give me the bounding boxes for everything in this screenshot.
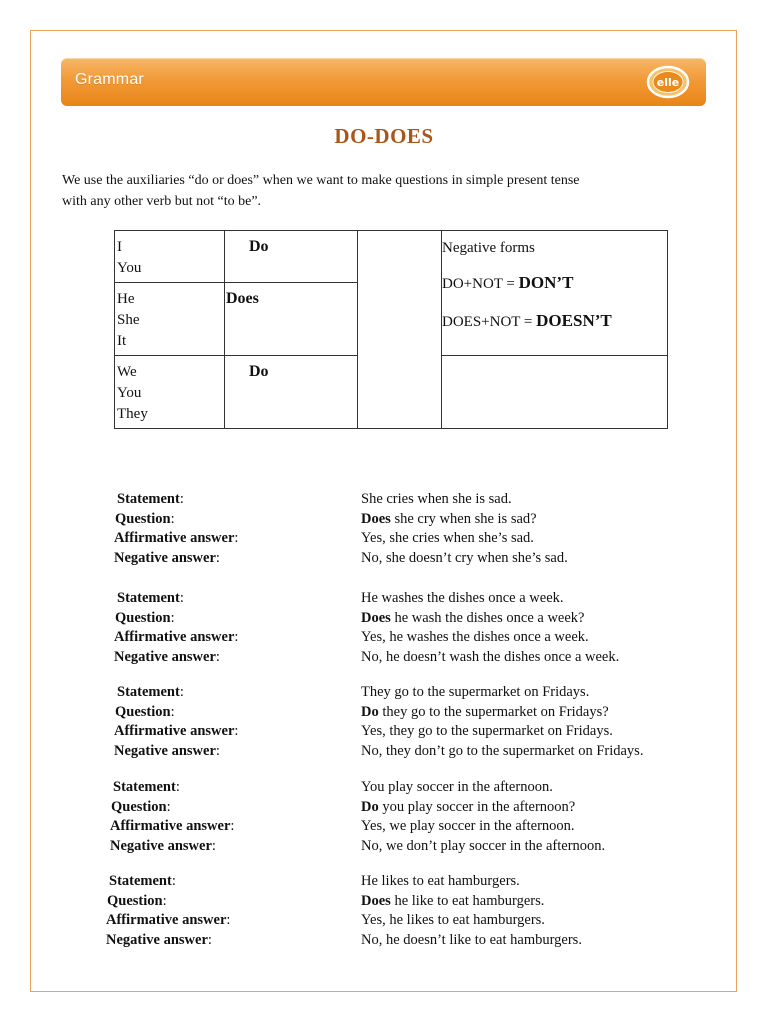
intro-line-2: with any other verb but not “to be”. xyxy=(62,194,262,209)
affirmative-answer-sentence: Yes, we play soccer in the afternoon. xyxy=(361,818,575,834)
empty-cell xyxy=(442,356,668,429)
statement-sentence: He likes to eat hamburgers. xyxy=(361,873,520,889)
question-label: Question: xyxy=(115,703,175,720)
statement-sentence: They go to the supermarket on Fridays. xyxy=(361,684,590,700)
affirmative-answer-sentence: Yes, he likes to eat hamburgers. xyxy=(361,912,545,928)
question-auxiliary: Do xyxy=(361,798,379,815)
auxiliary-verb: Does xyxy=(226,290,259,307)
statement-label: Statement: xyxy=(117,590,184,606)
question-label: Question: xyxy=(115,609,175,626)
pronoun: They xyxy=(117,406,148,422)
statement-sentence: She cries when she is sad. xyxy=(361,491,512,507)
negative-answer-label: Negative answer: xyxy=(114,549,220,566)
negative-answer-label: Negative answer: xyxy=(110,837,216,854)
affirmative-answer-label: Affirmative answer: xyxy=(114,530,239,546)
pronoun-cell-1 xyxy=(115,231,225,283)
negative-forms-heading: Negative forms xyxy=(442,240,535,256)
intro-line-1: We use the auxiliaries “do or does” when we want to make questions in simple present tense xyxy=(62,173,580,188)
question-auxiliary: Does xyxy=(361,609,391,626)
negative-answer-label: Negative answer: xyxy=(106,931,212,948)
question-label: Question: xyxy=(107,892,167,909)
blank-column xyxy=(358,231,442,429)
question-sentence: Does she cry when she is sad? xyxy=(361,510,537,527)
statement-sentence: He washes the dishes once a week. xyxy=(361,590,564,606)
question-auxiliary: Does xyxy=(361,510,391,527)
pronoun: I xyxy=(117,239,122,255)
intro-paragraph xyxy=(62,170,702,212)
negative-answer-sentence: No, they don’t go to the supermarket on Fridays. xyxy=(361,742,644,759)
negative-answer-label: Negative answer: xyxy=(114,648,220,665)
auxiliary-verb: Do xyxy=(249,238,269,255)
svg-text:elle: elle xyxy=(656,76,680,89)
pronoun: You xyxy=(117,260,142,276)
negative-form-dont: DO+NOT = DON’T xyxy=(442,273,574,292)
banner-title: Grammar xyxy=(75,71,144,88)
question-label: Question: xyxy=(111,798,171,815)
affirmative-answer-label: Affirmative answer: xyxy=(110,818,235,834)
auxiliary-verb: Do xyxy=(249,363,269,380)
question-sentence: Does he wash the dishes once a week? xyxy=(361,609,585,626)
negative-answer-sentence: No, we don’t play soccer in the afternoon. xyxy=(361,837,606,854)
question-auxiliary: Do xyxy=(361,703,379,720)
question-label: Question: xyxy=(115,510,175,527)
pronoun-cell-2 xyxy=(115,283,225,356)
elle-logo-icon xyxy=(646,64,690,100)
question-auxiliary: Does xyxy=(361,892,391,909)
affirmative-answer-sentence: Yes, they go to the supermarket on Fridays. xyxy=(361,723,613,739)
pronoun: He xyxy=(117,291,135,307)
affirmative-answer-label: Affirmative answer: xyxy=(114,723,239,739)
negative-answer-sentence: No, she doesn’t cry when she’s sad. xyxy=(361,549,568,566)
page-title: DO-DOES xyxy=(334,124,434,148)
pronoun: We xyxy=(117,364,137,380)
verb-cell-3 xyxy=(225,356,358,429)
statement-label: Statement: xyxy=(117,684,184,700)
grammar-banner xyxy=(61,58,706,106)
negative-answer-sentence: No, he doesn’t like to eat hamburgers. xyxy=(361,931,582,948)
pronoun: She xyxy=(117,312,140,328)
verb-cell-2 xyxy=(225,283,358,356)
question-sentence: Do they go to the supermarket on Fridays? xyxy=(361,703,609,720)
verb-cell-1 xyxy=(225,231,358,283)
question-sentence: Do you play soccer in the afternoon? xyxy=(361,798,576,815)
affirmative-answer-label: Affirmative answer: xyxy=(114,629,239,645)
pronoun-cell-3 xyxy=(115,356,225,429)
question-sentence: Does he like to eat hamburgers. xyxy=(361,892,545,909)
negative-answer-sentence: No, he doesn’t wash the dishes once a week. xyxy=(361,648,620,665)
affirmative-answer-label: Affirmative answer: xyxy=(106,912,231,928)
statement-sentence: You play soccer in the afternoon. xyxy=(361,779,553,795)
affirmative-answer-sentence: Yes, he washes the dishes once a week. xyxy=(361,629,589,645)
negative-forms-cell xyxy=(442,231,668,356)
statement-label: Statement: xyxy=(113,779,180,795)
statement-label: Statement: xyxy=(117,491,184,507)
affirmative-answer-sentence: Yes, she cries when she’s sad. xyxy=(361,530,534,546)
pronoun: It xyxy=(117,333,127,349)
do-does-table xyxy=(114,230,668,429)
pronoun: You xyxy=(117,385,142,401)
negative-form-doesnt: DOES+NOT = DOESN’T xyxy=(442,311,612,330)
negative-answer-label: Negative answer: xyxy=(114,742,220,759)
statement-label: Statement: xyxy=(109,873,176,889)
